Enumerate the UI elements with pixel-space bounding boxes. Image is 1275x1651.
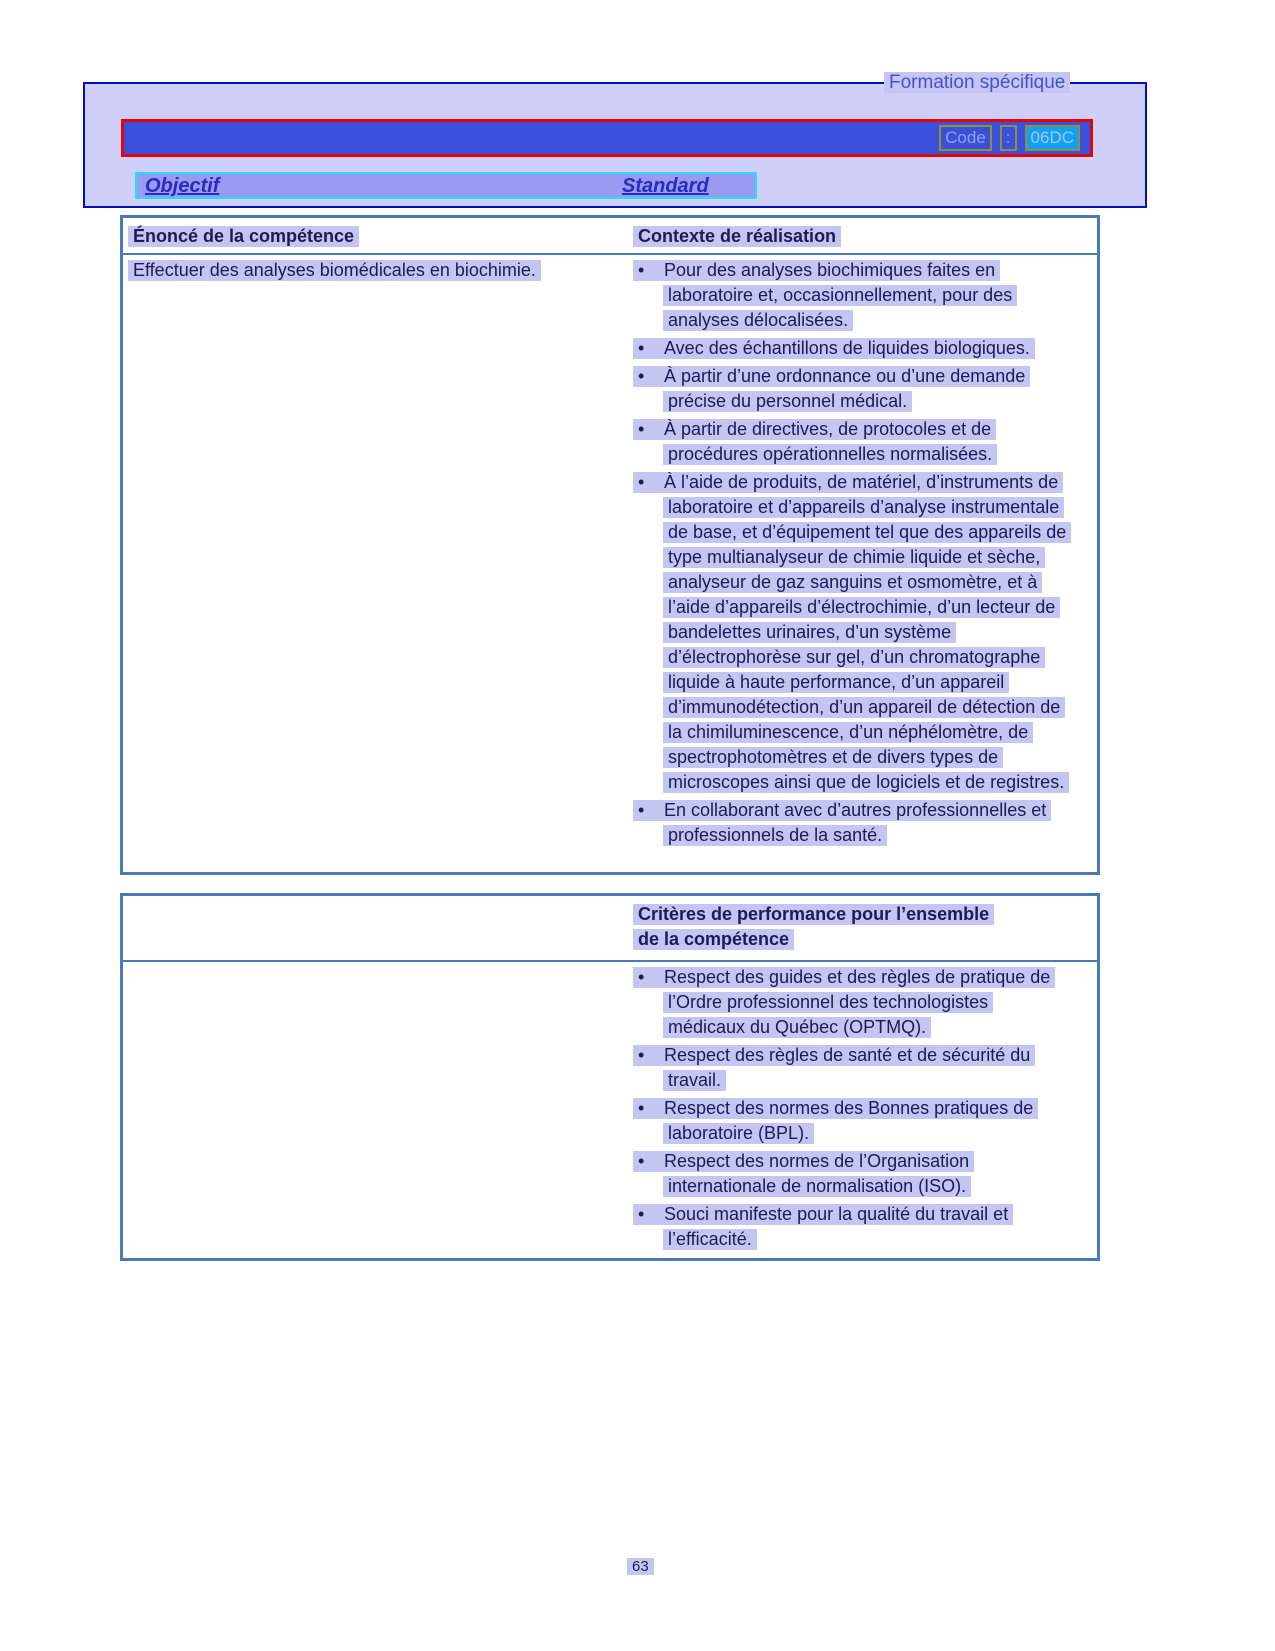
highlighted-text: analyseur de gaz sanguins et osmomètre, et à <box>663 572 1042 593</box>
text-line <box>633 310 1097 335</box>
highlighted-text: laboratoire et, occasionnellement, pour des <box>663 285 1017 306</box>
text-line <box>633 1229 1097 1254</box>
bullet-icon: • <box>638 800 645 820</box>
page-number: 63 <box>627 1558 654 1575</box>
text-line <box>633 825 1097 850</box>
competence-table <box>120 215 1100 875</box>
text-line <box>633 1176 1097 1201</box>
text-line <box>633 472 1097 497</box>
bullet-icon: • <box>638 967 645 987</box>
text-line <box>633 597 1097 622</box>
highlighted-text: spectrophotomètres et de divers types de <box>663 747 1003 768</box>
highlighted-text: • À partir de directives, de protocoles et de <box>633 419 996 440</box>
criteria-table-header-row <box>123 896 1097 962</box>
highlighted-text: de base, et d’équipement tel que des appareils de <box>663 522 1071 543</box>
highlighted-text: l’Ordre professionnel des technologistes <box>663 992 993 1013</box>
bullet-item <box>633 366 1097 416</box>
highlighted-text: microscopes ainsi que de logiciels et de registres. <box>663 772 1069 793</box>
bullet-item <box>633 260 1097 335</box>
competence-statement-cell <box>123 260 633 850</box>
text-line <box>633 497 1097 522</box>
text-line <box>633 366 1097 391</box>
highlighted-text: • En collaborant avec d’autres professionnelles et <box>633 800 1051 821</box>
bullet-icon: • <box>638 1045 645 1065</box>
highlighted-text: • À l’aide de produits, de matériel, d’instruments de <box>633 472 1063 493</box>
criteria-header-line <box>633 929 1097 954</box>
highlighted-text: • Respect des guides et des règles de pratique de <box>633 967 1055 988</box>
objectif-standard-band <box>135 172 757 199</box>
criteria-header-text: Critères de performance pour l’ensemble <box>633 904 994 925</box>
text-line <box>633 967 1097 992</box>
bullet-item <box>633 419 1097 469</box>
objectif-heading: Objectif <box>145 175 220 197</box>
bullet-icon: • <box>638 1098 645 1118</box>
bullet-item <box>633 1098 1097 1148</box>
competence-table-header-row <box>123 218 1097 255</box>
highlighted-text: précise du personnel médical. <box>663 391 912 412</box>
text-line <box>633 419 1097 444</box>
bullet-item <box>633 472 1097 797</box>
text-line <box>633 992 1097 1017</box>
highlighted-text: • Respect des normes de l’Organisation <box>633 1151 974 1172</box>
bullet-item <box>633 1045 1097 1095</box>
highlighted-text: • Avec des échantillons de liquides biologiques. <box>633 338 1035 359</box>
highlighted-text: d’électrophorèse sur gel, d’un chromatographe <box>663 647 1045 668</box>
highlighted-text: travail. <box>663 1070 726 1091</box>
context-bullet-list <box>633 260 1097 850</box>
criteria-table-body <box>123 962 1097 1254</box>
highlighted-text: • Souci manifeste pour la qualité du travail et <box>633 1204 1013 1225</box>
criteria-header-empty-cell <box>123 904 633 954</box>
criteria-table <box>120 893 1100 1261</box>
text-line <box>633 647 1097 672</box>
text-line <box>633 391 1097 416</box>
highlighted-text: d’immunodétection, d’un appareil de détection de <box>663 697 1065 718</box>
highlighted-text: • À partir d’une ordonnance ou d’une demande <box>633 366 1030 387</box>
highlighted-text: professionnels de la santé. <box>663 825 887 846</box>
highlighted-text: internationale de normalisation (ISO). <box>663 1176 971 1197</box>
bullet-icon: • <box>638 472 645 492</box>
highlighted-text: type multianalyseur de chimie liquide et sèche, <box>663 547 1045 568</box>
bullet-item <box>633 800 1097 850</box>
text-line <box>633 697 1097 722</box>
highlighted-text: laboratoire (BPL). <box>663 1123 814 1144</box>
text-line <box>633 1123 1097 1148</box>
bullet-icon: • <box>638 419 645 439</box>
criteria-header-line <box>633 904 1097 929</box>
header-cell-enonce <box>123 226 633 247</box>
bullet-icon: • <box>638 366 645 386</box>
bullet-icon: • <box>638 338 645 358</box>
standard-heading: Standard <box>622 175 709 197</box>
highlighted-text: l’efficacité. <box>663 1229 757 1250</box>
highlighted-text: laboratoire et d’appareils d’analyse instrumentale <box>663 497 1064 518</box>
criteria-header-text: de la compétence <box>633 929 794 950</box>
highlighted-text: médicaux du Québec (OPTMQ). <box>663 1017 931 1038</box>
criteria-bullet-list <box>633 967 1097 1254</box>
highlighted-text: l’aide d’appareils d’électrochimie, d’un lecteur de <box>663 597 1060 618</box>
highlighted-text: • Respect des règles de santé et de sécurité du <box>633 1045 1035 1066</box>
bullet-item <box>633 1204 1097 1254</box>
highlighted-text: la chimiluminescence, d’un néphélomètre, de <box>663 722 1033 743</box>
text-line <box>633 622 1097 647</box>
text-line <box>633 747 1097 772</box>
text-line <box>633 1204 1097 1229</box>
text-line <box>633 1151 1097 1176</box>
text-line <box>633 338 1097 363</box>
bullet-icon: • <box>638 1151 645 1171</box>
competence-statement: Effectuer des analyses biomédicales en biochimie. <box>128 260 541 281</box>
highlighted-text: bandelettes urinaires, d’un système <box>663 622 956 643</box>
text-line <box>633 444 1097 469</box>
highlighted-text: • Respect des normes des Bonnes pratiques de <box>633 1098 1038 1119</box>
highlighted-text: analyses délocalisées. <box>663 310 853 331</box>
title-bar <box>121 119 1093 157</box>
highlighted-text: procédures opérationnelles normalisées. <box>663 444 997 465</box>
col-header-contexte: Contexte de réalisation <box>633 226 841 247</box>
text-line <box>633 772 1097 797</box>
text-line <box>633 722 1097 747</box>
criteria-header <box>633 904 1097 954</box>
bullet-item <box>633 1151 1097 1201</box>
code-separator: : <box>1000 125 1017 151</box>
text-line <box>633 260 1097 285</box>
text-line <box>633 1045 1097 1070</box>
highlighted-text: • Pour des analyses biochimiques faites en <box>633 260 1000 281</box>
bullet-item <box>633 338 1097 363</box>
text-line <box>633 1017 1097 1042</box>
text-line <box>633 522 1097 547</box>
bullet-icon: • <box>638 260 645 280</box>
text-line <box>633 672 1097 697</box>
text-line <box>633 547 1097 572</box>
code-value: 06DC <box>1025 125 1080 151</box>
text-line <box>633 1070 1097 1095</box>
code-label: Code <box>939 125 992 151</box>
bullet-item <box>633 967 1097 1042</box>
text-line <box>633 285 1097 310</box>
header-section-label: Formation spécifique <box>884 72 1070 93</box>
highlighted-text: liquide à haute performance, d’un appareil <box>663 672 1009 693</box>
criteria-empty-cell <box>123 967 633 1254</box>
competence-table-body <box>123 255 1097 850</box>
text-line <box>633 800 1097 825</box>
header-cell-contexte <box>633 226 1097 247</box>
col-header-enonce: Énoncé de la compétence <box>128 226 359 247</box>
text-line <box>633 1098 1097 1123</box>
bullet-icon: • <box>638 1204 645 1224</box>
text-line <box>633 572 1097 597</box>
